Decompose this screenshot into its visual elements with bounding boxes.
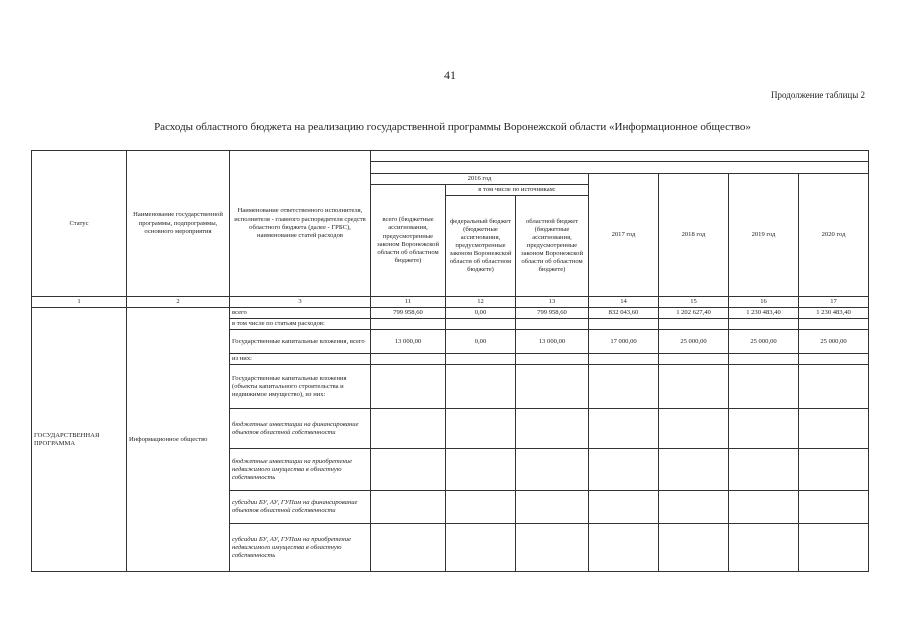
header-year-2019: 2019 год: [729, 174, 799, 297]
row-label: Государственные капитальные вложения (объекты капитального строительства и недвижимое имущество), из них:: [230, 365, 371, 409]
value-cell: [729, 365, 799, 409]
value-cell: [659, 524, 729, 572]
header-program-name: Наименование государственной программы, подпрограммы, основного мероприятия: [127, 151, 230, 297]
header-year-2018: 2018 год: [659, 174, 729, 297]
header-status: Статус: [32, 151, 127, 297]
value-cell: [446, 491, 516, 524]
page-number: 41: [444, 68, 456, 82]
row-label: субсидии БУ, АУ, ГУПам на приобретение недвижимого имущества в областную собственность: [230, 524, 371, 572]
program-name-cell: Информационное общество: [127, 308, 230, 572]
value-cell: [659, 491, 729, 524]
value-cell: [589, 409, 659, 449]
header-executor: Наименование ответственного исполнителя, исполнителя - главного распорядителя средств областного бюджета (далее - ГРБС), наименование статей расходов: [230, 151, 371, 297]
value-cell: 17 000,00: [589, 330, 659, 354]
header-federal-budget: федеральный бюджет (бюджетные ассигнования, предусмотренные законом Воронежской области об областном бюджете): [446, 196, 516, 297]
value-cell: [446, 354, 516, 365]
value-cell: [729, 319, 799, 330]
value-cell: 799 958,60: [371, 308, 446, 319]
row-label: в том числе по статьям расходов:: [230, 319, 371, 330]
value-cell: [589, 319, 659, 330]
column-number: 17: [799, 297, 869, 308]
header-year-2017: 2017 год: [589, 174, 659, 297]
value-cell: [729, 491, 799, 524]
value-cell: [589, 491, 659, 524]
column-number: 1: [32, 297, 127, 308]
value-cell: 25 000,00: [729, 330, 799, 354]
value-cell: [446, 319, 516, 330]
value-cell: [729, 354, 799, 365]
row-label: всего: [230, 308, 371, 319]
value-cell: [516, 491, 589, 524]
value-cell: [589, 365, 659, 409]
value-cell: 13 000,00: [516, 330, 589, 354]
value-cell: [799, 354, 869, 365]
value-cell: [371, 449, 446, 491]
header-sources: в том числе по источникам:: [446, 185, 589, 196]
value-cell: [516, 409, 589, 449]
value-cell: [589, 449, 659, 491]
row-label: бюджетные инвестиции на приобретение недвижимого имущества в областную собственность: [230, 449, 371, 491]
value-cell: [371, 491, 446, 524]
row-label: Государственные капитальные вложения, всего: [230, 330, 371, 354]
value-cell: [516, 449, 589, 491]
column-number: 15: [659, 297, 729, 308]
value-cell: [659, 354, 729, 365]
column-number: 3: [230, 297, 371, 308]
row-label: бюджетные инвестиции на финансирование объектов областной собственности: [230, 409, 371, 449]
value-cell: [729, 409, 799, 449]
value-cell: 799 958,60: [516, 308, 589, 319]
value-cell: [516, 524, 589, 572]
column-number: 11: [371, 297, 446, 308]
value-cell: [659, 409, 729, 449]
header-empty-strip: [371, 151, 869, 162]
header-year-2016: 2016 год: [371, 174, 589, 185]
value-cell: [659, 319, 729, 330]
value-cell: 0,00: [446, 308, 516, 319]
value-cell: [516, 354, 589, 365]
column-number: 16: [729, 297, 799, 308]
value-cell: 832 043,60: [589, 308, 659, 319]
value-cell: [446, 409, 516, 449]
header-empty-strip: [371, 162, 869, 174]
value-cell: [799, 491, 869, 524]
value-cell: [729, 449, 799, 491]
value-cell: [371, 319, 446, 330]
value-cell: 1 230 483,40: [799, 308, 869, 319]
value-cell: [589, 524, 659, 572]
value-cell: [659, 365, 729, 409]
value-cell: [371, 524, 446, 572]
table-row: [32, 308, 869, 319]
value-cell: [799, 319, 869, 330]
budget-table: [31, 150, 869, 572]
value-cell: [446, 524, 516, 572]
value-cell: 13 000,00: [371, 330, 446, 354]
row-label: из них:: [230, 354, 371, 365]
value-cell: 1 202 627,40: [659, 308, 729, 319]
value-cell: [589, 354, 659, 365]
value-cell: [371, 354, 446, 365]
value-cell: 1 230 483,40: [729, 308, 799, 319]
document-title: Расходы областного бюджета на реализацию государственной программы Воронежской области «Информационное общество»: [154, 121, 751, 133]
value-cell: [729, 524, 799, 572]
column-number: 14: [589, 297, 659, 308]
value-cell: 25 000,00: [799, 330, 869, 354]
column-number: 12: [446, 297, 516, 308]
value-cell: [446, 365, 516, 409]
table-continuation-note: Продолжение таблицы 2: [771, 90, 865, 100]
value-cell: 0,00: [446, 330, 516, 354]
value-cell: [516, 365, 589, 409]
value-cell: [799, 409, 869, 449]
value-cell: [799, 449, 869, 491]
value-cell: [371, 365, 446, 409]
value-cell: [516, 319, 589, 330]
value-cell: [659, 449, 729, 491]
header-year-2020: 2020 год: [799, 174, 869, 297]
header-total-2016: всего (бюджетные ассигнования, предусмотренные законом Воронежской области об областном бюджете): [371, 185, 446, 297]
value-cell: [446, 449, 516, 491]
column-number: 2: [127, 297, 230, 308]
value-cell: [371, 409, 446, 449]
row-label: субсидии БУ, АУ, ГУПам на финансирование объектов областной собственности: [230, 491, 371, 524]
header-regional-budget: областной бюджет (бюджетные ассигнования, предусмотренные законом Воронежской области об областном бюджете): [516, 196, 589, 297]
value-cell: [799, 524, 869, 572]
value-cell: 25 000,00: [659, 330, 729, 354]
status-cell: ГОСУДАРСТВЕННАЯ ПРОГРАММА: [32, 308, 127, 572]
column-number: 13: [516, 297, 589, 308]
value-cell: [799, 365, 869, 409]
